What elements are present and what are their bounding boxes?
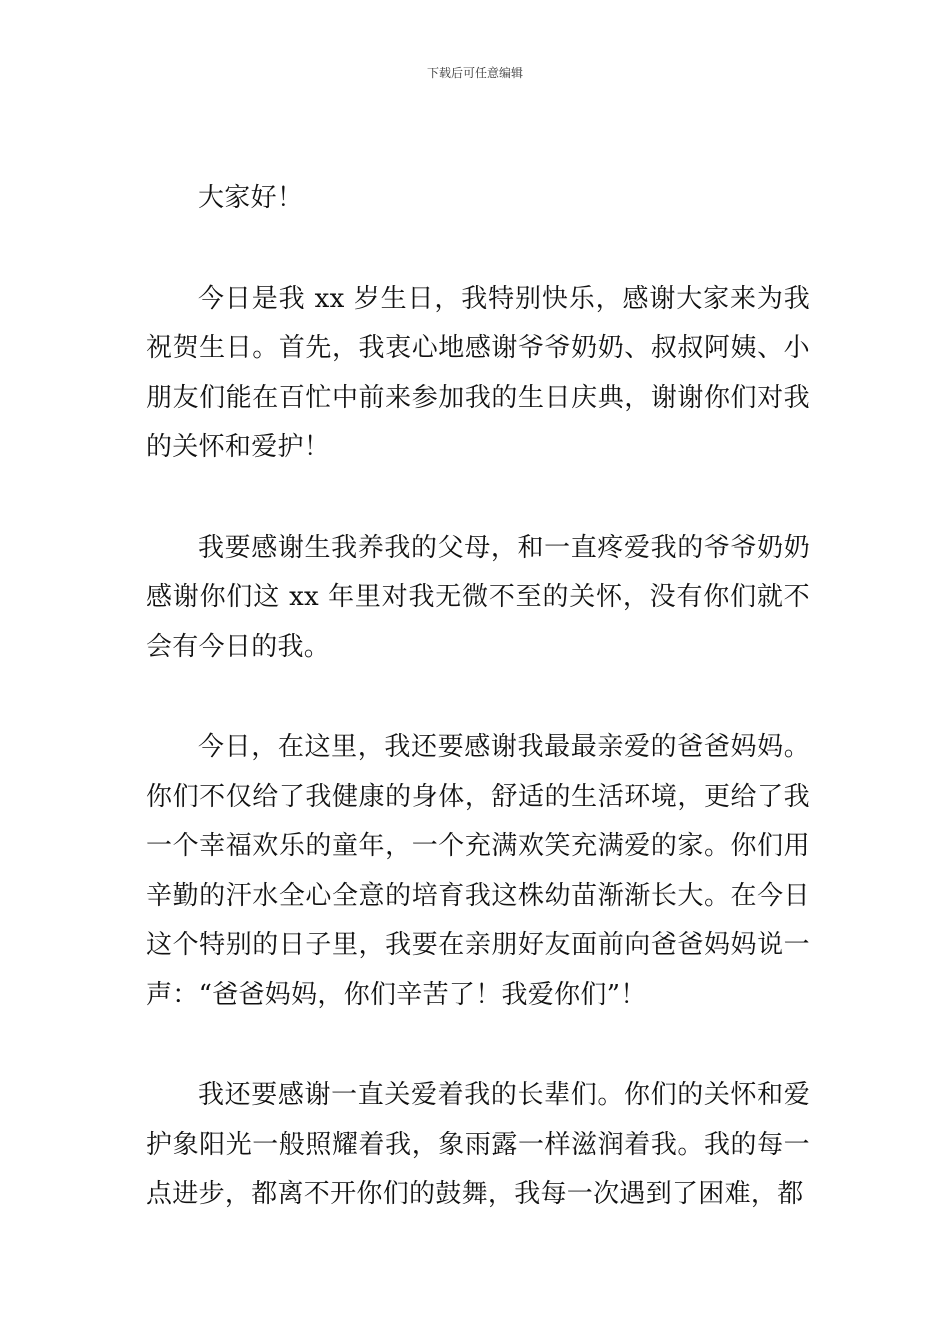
paragraph-greeting: 大家好！	[198, 183, 304, 213]
paragraph-thanks-family: 我要感谢生我养我的父母，和一直疼爱我的爷爷奶奶感谢你们这 xx 年里对我无微不至的关怀，没有你们就不会有今日的我。	[146, 532, 810, 662]
paragraph-thanks-guests: 今日是我 xx 岁生日，我特别快乐，感谢大家来为我祝贺生日。首先，我衷心地感谢爷爷奶奶、叔叔阿姨、小朋友们能在百忙中前来参加我的生日庆典，谢谢你们对我的关怀和爱护！	[146, 283, 810, 462]
document-body	[146, 174, 810, 1271]
paragraph-thanks-parents: 今日，在这里，我还要感谢我最最亲爱的爸爸妈妈。你们不仅给了我健康的身体，舒适的生活环境，更给了我一个幸福欢乐的童年，一个充满欢笑充满爱的家。你们用辛勤的汗水全心全意的培育我这株幼苗渐渐长大。在今日这个特别的日子里，我要在亲朋好友面前向爸爸妈妈说一声：“爸爸妈妈，你们辛苦了！我爱你们”！	[146, 732, 810, 1010]
page-header: 下载后可任意编辑	[426, 66, 523, 80]
paragraph-thanks-elders: 我还要感谢一直关爱着我的长辈们。你们的关怀和爱护象阳光一般照耀着我，象雨露一样滋润着我。我的每一点进步，都离不开你们的鼓舞，我每一次遇到了困难，都	[146, 1080, 810, 1209]
